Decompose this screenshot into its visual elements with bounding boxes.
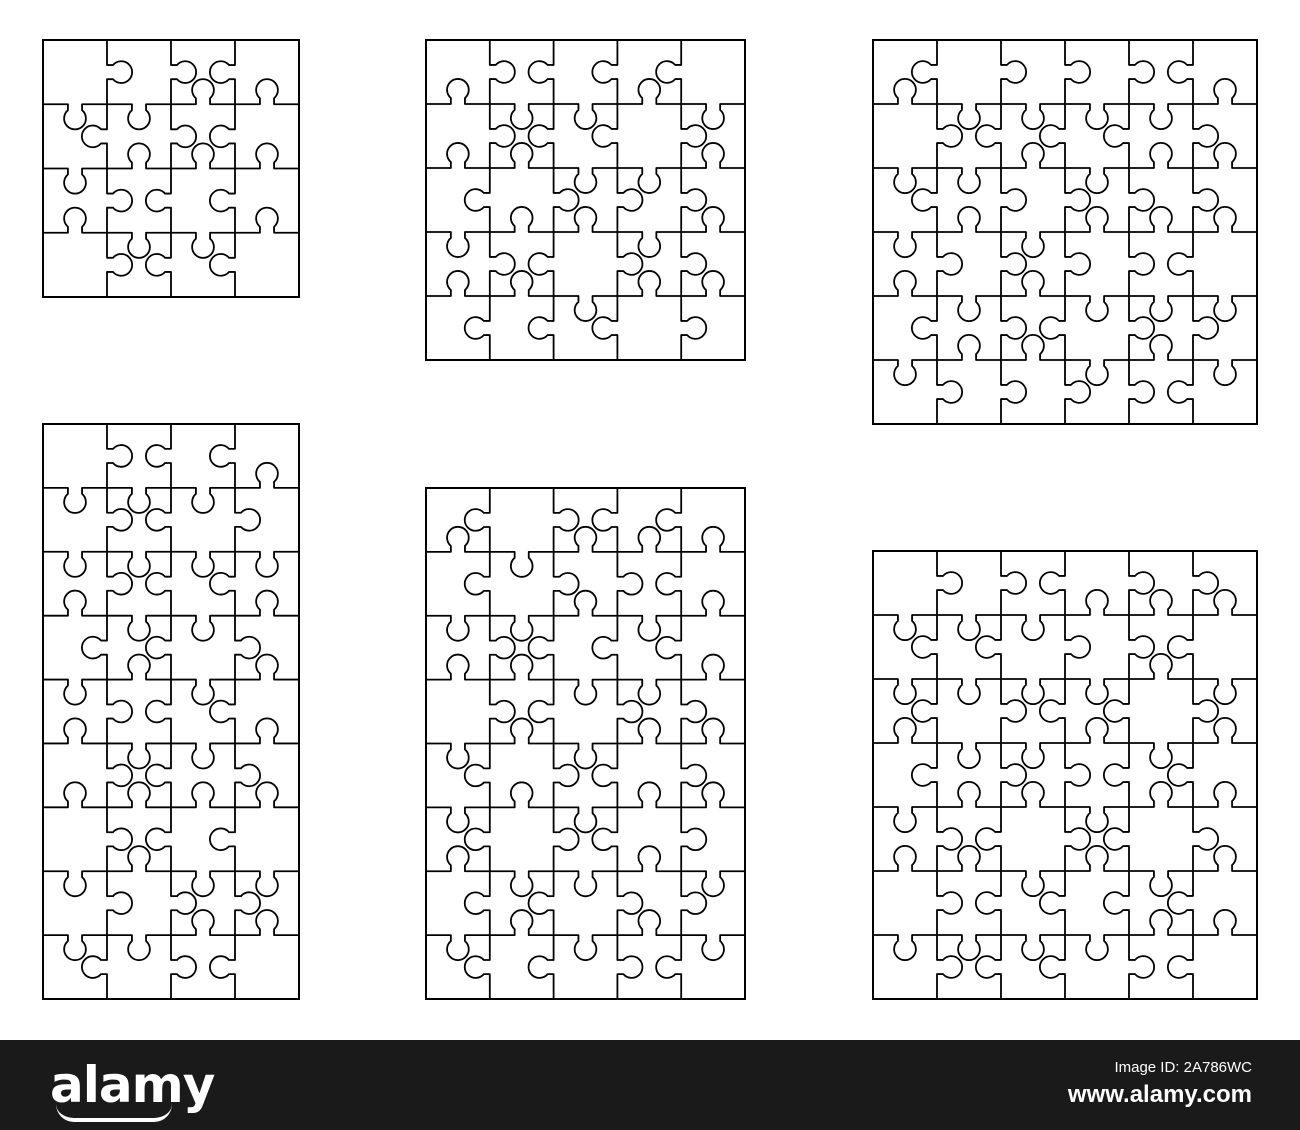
vertical-cut-line <box>210 424 260 999</box>
vertical-cut-line <box>592 40 642 360</box>
horizontal-cut-line <box>426 591 745 641</box>
alamy-logo <box>50 1054 214 1116</box>
horizontal-cut-line <box>426 143 745 193</box>
vertical-cut-line <box>1040 551 1090 999</box>
puzzle-5 <box>426 488 745 999</box>
puzzle-1 <box>43 40 299 297</box>
puzzle-2 <box>426 40 745 360</box>
puzzle-4 <box>43 424 299 999</box>
footer-meta <box>1068 1058 1252 1112</box>
vertical-cut-line <box>976 551 1026 999</box>
puzzle-border <box>426 40 745 360</box>
logo-smile-icon <box>56 1104 172 1122</box>
image-id-label: Image ID: 2A786WC <box>1114 1059 1252 1076</box>
horizontal-cut-line <box>426 207 745 257</box>
vertical-cut-line <box>1104 551 1154 999</box>
site-url: www.alamy.com <box>1067 1081 1252 1108</box>
horizontal-cut-line <box>426 79 745 129</box>
vertical-cut-line <box>1168 551 1218 999</box>
horizontal-cut-line <box>426 527 745 577</box>
horizontal-cut-line <box>426 271 745 321</box>
horizontal-cut-line <box>426 782 745 832</box>
horizontal-cut-line <box>426 910 745 960</box>
horizontal-cut-line <box>426 718 745 768</box>
vertical-cut-line <box>529 40 579 360</box>
horizontal-cut-line <box>426 655 745 705</box>
stock-footer <box>0 1040 1300 1130</box>
logo-wordmark: alamy <box>50 1056 215 1114</box>
horizontal-cut-line <box>426 846 745 896</box>
vertical-cut-line <box>656 40 706 360</box>
vertical-cut-line <box>146 424 196 999</box>
vertical-cut-line <box>82 424 132 999</box>
puzzle-6 <box>873 551 1257 999</box>
puzzle-3 <box>873 40 1257 424</box>
vertical-cut-line <box>465 40 515 360</box>
vertical-cut-line <box>912 551 962 999</box>
